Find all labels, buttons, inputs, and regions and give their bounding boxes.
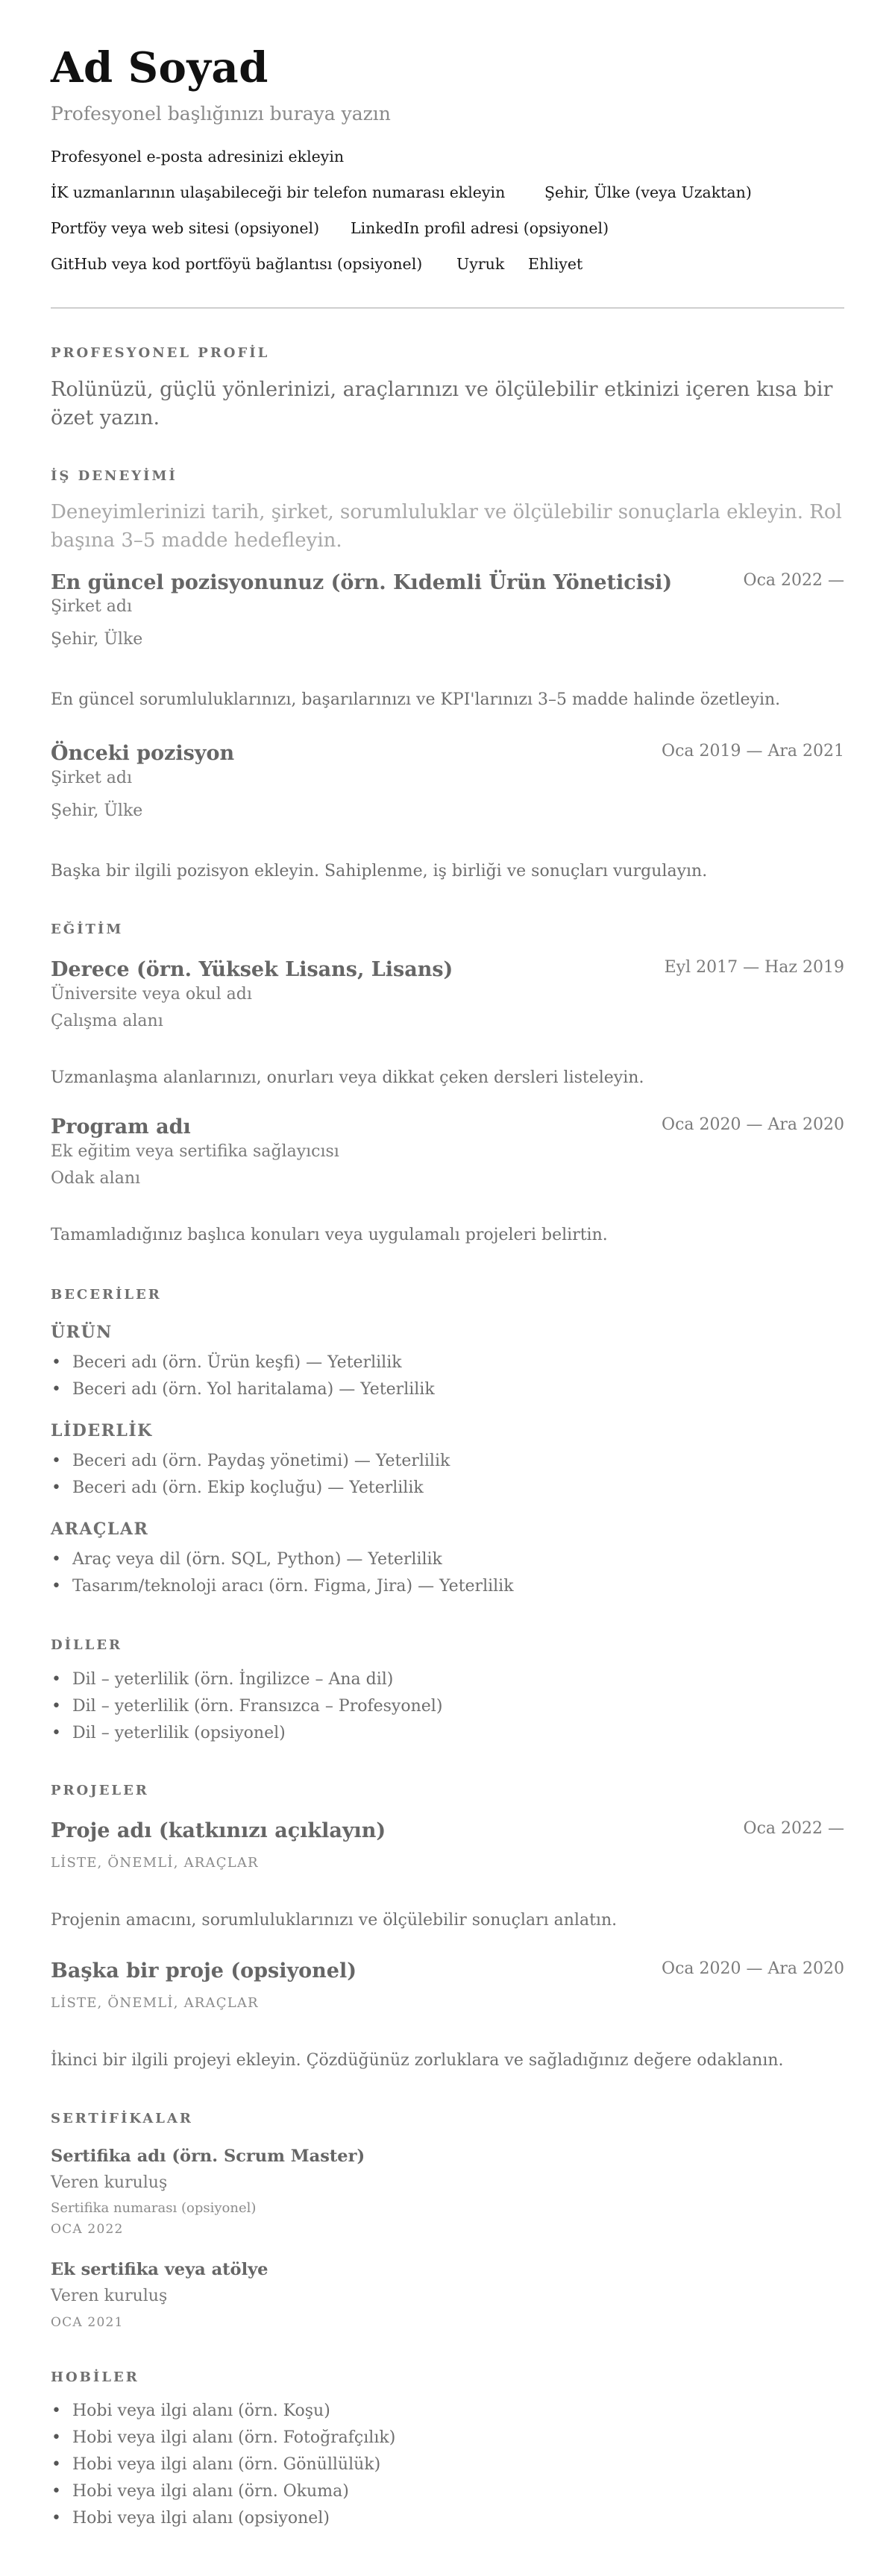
project-description: Projenin amacını, sorumluluklarınızı ve ölçülebilir sonuçları anlatın. xyxy=(51,1911,618,1930)
project-tags: LİSTE, ÖNEMLİ, ARAÇLAR xyxy=(51,1855,259,1871)
hobby-item: • Hobi veya ilgi alanı (örn. Fotoğrafçılık) xyxy=(72,2428,395,2447)
skill-item: • Beceri adı (örn. Ürün keşfi) — Yeterlilik xyxy=(72,1353,402,1372)
hobby-item: • Hobi veya ilgi alanı (örn. Gönüllülük) xyxy=(72,2455,380,2474)
language-item: • Dil – yeterlilik (örn. İngilizce – Ana dil) xyxy=(72,1670,393,1689)
section-title-education: EĞİTİM xyxy=(51,922,124,937)
experience-company: Şirket adı xyxy=(51,597,133,616)
skill-item: • Beceri adı (örn. Yol haritalama) — Yeterlilik xyxy=(72,1380,435,1399)
experience-placeholder: Deneyimlerinizi tarih, şirket, sorumluluklar ve ölçülebilir sonuçlarla ekleyin. Rol başına 3–5 madde hedefleyin. xyxy=(51,501,842,552)
skill-group-title: ÜRÜN xyxy=(51,1323,113,1342)
certification-issuer: Veren kuruluş xyxy=(51,2173,168,2192)
contact-nationality: Uyruk xyxy=(456,255,505,273)
profile-summary: Rolünüzü, güçlü yönlerinizi, araçlarınızı ve ölçülebilir etkinizi içeren kısa bir özet yazın. xyxy=(51,378,833,429)
contact-phone[interactable]: İK uzmanlarının ulaşabileceği bir telefon numarası ekleyin xyxy=(51,183,506,201)
education-school: Üniversite veya okul adı xyxy=(51,985,252,1004)
project-name: Proje adı (katkınızı açıklayın) xyxy=(51,1819,386,1842)
skill-item: • Beceri adı (örn. Paydaş yönetimi) — Yeterlilik xyxy=(72,1452,450,1470)
contact-location: Şehir, Ülke (veya Uzaktan) xyxy=(544,183,752,201)
certification-number: Sertifika numarası (opsiyonel) xyxy=(51,2200,257,2216)
skill-item: • Tasarım/teknoloji aracı (örn. Figma, Jira) — Yeterlilik xyxy=(72,1577,514,1596)
education-description: Tamamladığınız başlıca konuları veya uygulamalı projeleri belirtin. xyxy=(51,1226,608,1244)
section-title-profile: PROFESYONEL PROFİL xyxy=(51,345,270,361)
education-school: Ek eğitim veya sertifika sağlayıcısı xyxy=(51,1142,339,1161)
professional-headline: Profesyonel başlığınızı buraya yazın xyxy=(51,103,391,125)
section-title-skills: BECERİLER xyxy=(51,1287,162,1303)
experience-description: Başka bir ilgili pozisyon ekleyin. Sahiplenme, iş birliği ve sonuçları vurgulayın. xyxy=(51,862,708,881)
education-degree: Derece (örn. Yüksek Lisans, Lisans) xyxy=(51,958,453,981)
section-title-hobbies: HOBİLER xyxy=(51,2369,139,2385)
education-degree: Program adı xyxy=(51,1115,191,1139)
contact-license: Ehliyet xyxy=(528,255,583,273)
section-title-experience: İŞ DENEYİMİ xyxy=(51,468,178,484)
education-date: Oca 2020 — Ara 2020 xyxy=(662,1115,844,1134)
experience-date: Oca 2022 — xyxy=(743,571,844,590)
experience-location: Şehir, Ülke xyxy=(51,630,143,649)
skill-item: • Beceri adı (örn. Ekip koçluğu) — Yeterlilik xyxy=(72,1478,424,1497)
certification-date: OCA 2022 xyxy=(51,2222,124,2237)
experience-date: Oca 2019 — Ara 2021 xyxy=(662,742,844,760)
project-name: Başka bir proje (opsiyonel) xyxy=(51,1959,357,1983)
skill-item: • Araç veya dil (örn. SQL, Python) — Yeterlilik xyxy=(72,1550,442,1569)
section-title-languages: DİLLER xyxy=(51,1637,123,1653)
project-date: Oca 2022 — xyxy=(743,1819,844,1838)
section-title-certifications: SERTİFİKALAR xyxy=(51,2111,193,2126)
experience-company: Şirket adı xyxy=(51,769,133,787)
project-date: Oca 2020 — Ara 2020 xyxy=(662,1959,844,1978)
education-field: Çalışma alanı xyxy=(51,1012,163,1030)
project-tags: LİSTE, ÖNEMLİ, ARAÇLAR xyxy=(51,1995,259,2011)
skill-group-title: ARAÇLAR xyxy=(51,1520,149,1539)
education-date: Eyl 2017 — Haz 2019 xyxy=(664,958,844,977)
experience-location: Şehir, Ülke xyxy=(51,802,143,820)
candidate-name: Ad Soyad xyxy=(51,43,268,92)
language-item: • Dil – yeterlilik (örn. Fransızca – Profesyonel) xyxy=(72,1697,442,1716)
hobby-item: • Hobi veya ilgi alanı (opsiyonel) xyxy=(72,2509,330,2528)
header-divider xyxy=(51,307,844,309)
certification-name: Sertifika adı (örn. Scrum Master) xyxy=(51,2147,365,2166)
hobby-item: • Hobi veya ilgi alanı (örn. Okuma) xyxy=(72,2482,349,2501)
contact-linkedin[interactable]: LinkedIn profil adresi (opsiyonel) xyxy=(351,219,609,237)
language-item: • Dil – yeterlilik (opsiyonel) xyxy=(72,1724,286,1742)
hobby-item: • Hobi veya ilgi alanı (örn. Koşu) xyxy=(72,2402,330,2420)
project-description: İkinci bir ilgili projeyi ekleyin. Çözdüğünüz zorluklara ve sağladığınız değere odaklanın. xyxy=(51,2051,784,2070)
certification-issuer: Veren kuruluş xyxy=(51,2287,168,2305)
certification-date: OCA 2021 xyxy=(51,2315,124,2330)
experience-role: En güncel pozisyonunuz (örn. Kıdemli Ürün Yöneticisi) xyxy=(51,571,673,594)
experience-role: Önceki pozisyon xyxy=(51,742,235,765)
certification-name: Ek sertifika veya atölye xyxy=(51,2260,268,2279)
contact-github[interactable]: GitHub veya kod portföyü bağlantısı (opsiyonel) xyxy=(51,255,423,273)
contact-portfolio[interactable]: Portföy veya web sitesi (opsiyonel) xyxy=(51,219,320,237)
section-title-projects: PROJELER xyxy=(51,1783,149,1798)
contact-email[interactable]: Profesyonel e-posta adresinizi ekleyin xyxy=(51,148,345,166)
education-field: Odak alanı xyxy=(51,1169,141,1188)
skill-group-title: LİDERLİK xyxy=(51,1421,153,1440)
education-description: Uzmanlaşma alanlarınızı, onurları veya dikkat çeken dersleri listeleyin. xyxy=(51,1068,644,1087)
experience-description: En güncel sorumluluklarınızı, başarılarınızı ve KPI'larınızı 3–5 madde halinde özetleyin. xyxy=(51,690,781,709)
